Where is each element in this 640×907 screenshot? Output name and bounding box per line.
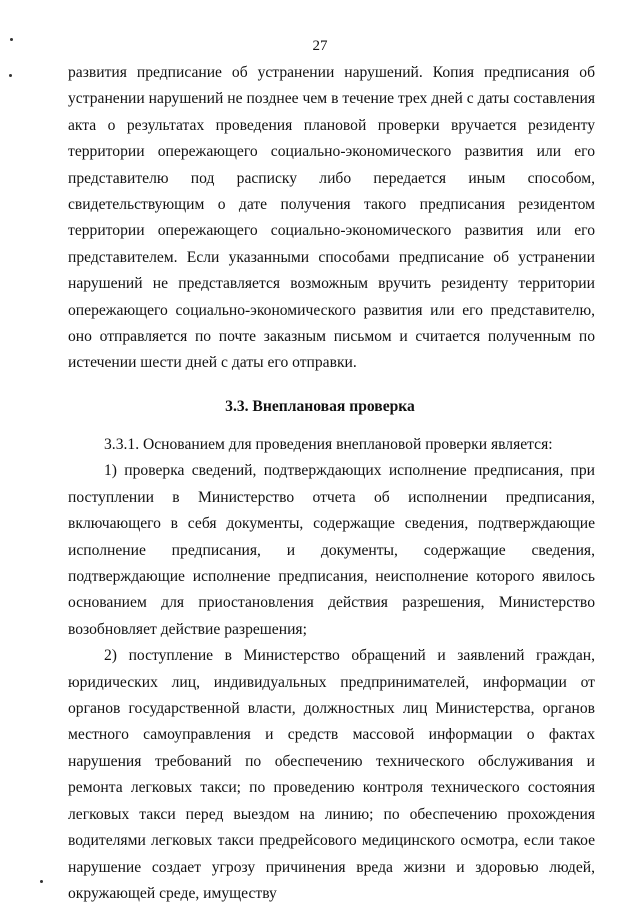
scan-speck bbox=[9, 74, 12, 77]
section-heading: 3.3. Внеплановая проверка bbox=[225, 398, 415, 415]
paragraph-item-1: 1) проверка сведений, подтверждающих исполнение предписания, при поступлении в Министерство отчета об исполнении предписания, включающего в себя документы, содержащие сведения, подтверждающие исполнение предписания, и документы, содержащие сведения, подтверждающие исполнение предписания, неисполнение которого явилось основанием для приостановления действия разрешения, Министерство возобновляет действие разрешения; bbox=[68, 462, 595, 638]
scan-speck bbox=[40, 880, 43, 883]
body-text-bottom bbox=[68, 432, 595, 907]
page-number: 27 bbox=[312, 38, 328, 54]
paragraph-3-3-1: 3.3.1. Основанием для проведения внеплановой проверки является: bbox=[104, 436, 553, 453]
paragraph-continuation: развития предписание об устранении нарушений. Копия предписания об устранении нарушений не позднее чем в течение трех дней с даты составления акта о результатах проведения плановой проверки вручается резиденту территории опережающего социально-экономического развития или его представителю под расписку либо передается иным способом, свидетельствующим о дате получения такого предписания резидентом территории опережающего социально-экономического развития или его представителем. Если указанными способами предписание об устранении нарушений не представляется возможным вручить резиденту территории опережающего социально-экономического развития или его представителю, оно отправляется по почте заказным письмом и считается полученным по истечении шести дней с даты его отправки. bbox=[68, 64, 595, 372]
body-text-top bbox=[68, 60, 595, 377]
paragraph-item-2: 2) поступление в Министерство обращений и заявлений граждан, юридических лиц, индивидуальных предпринимателей, информации от органов государственной власти, должностных лиц Министерства, органов местного самоуправления и средств массовой информации о фактах нарушения требований по обеспечению технического обслуживания и ремонта легковых такси; по проведению контроля технического состояния легковых такси перед выездом на линию; по обеспечению прохождения водителями легковых такси предрейсового медицинского осмотра, если такое нарушение создает угрозу причинения вреда жизни и здоровью людей, окружающей среде, имуществу bbox=[68, 647, 595, 902]
